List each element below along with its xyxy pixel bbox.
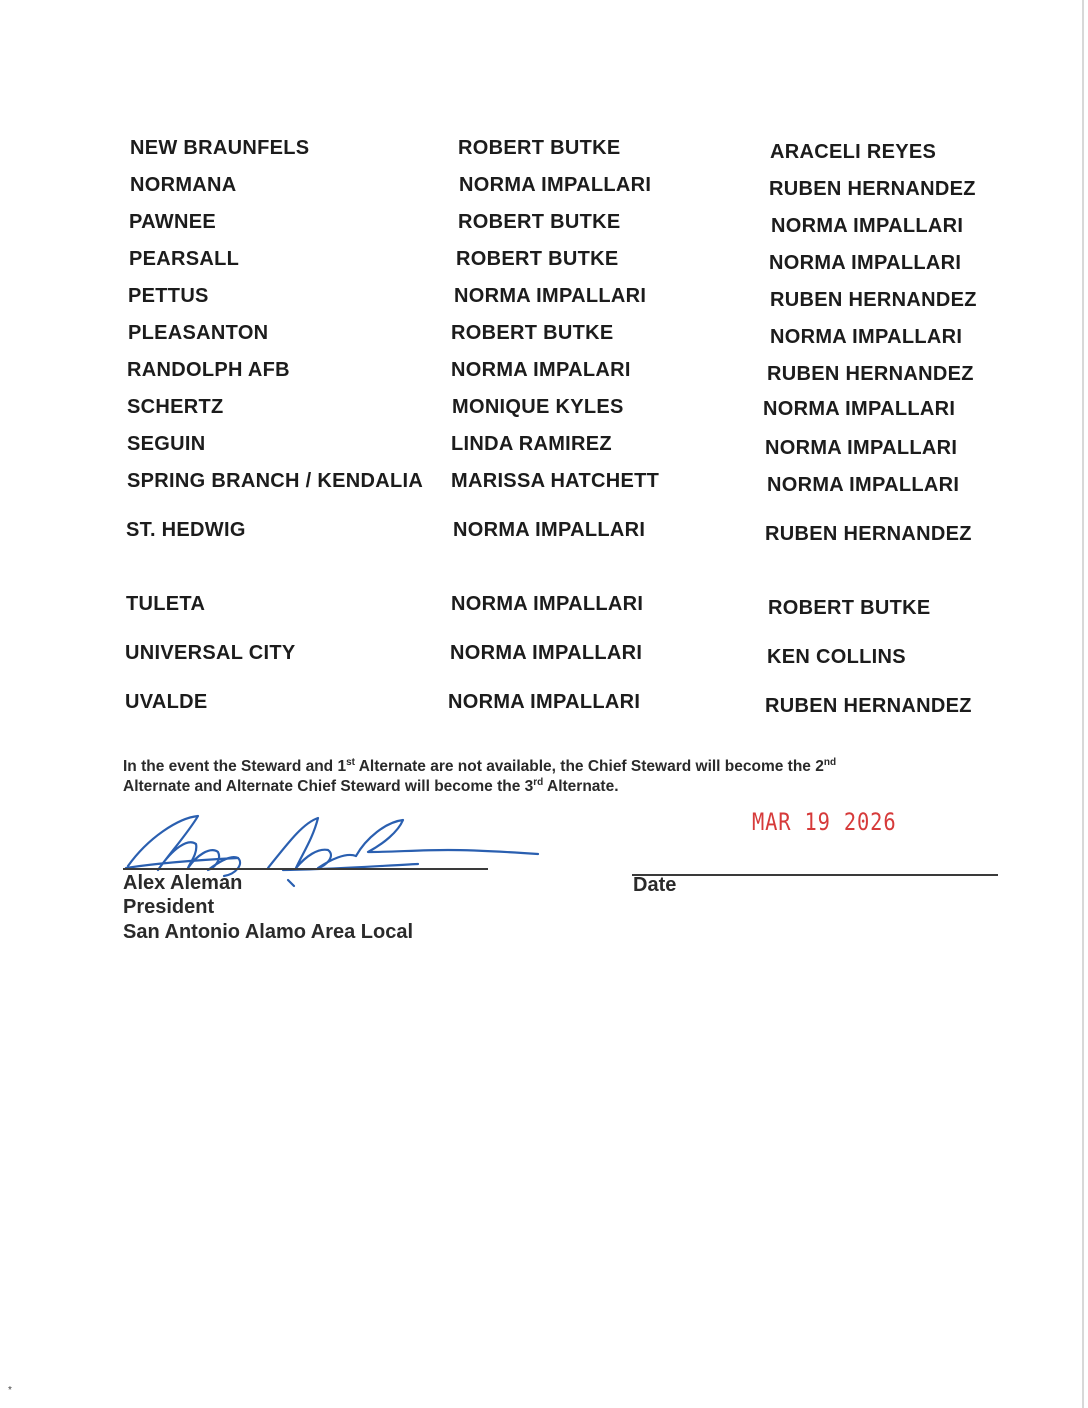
steward-cell: NORMA IMPALLARI	[451, 593, 644, 615]
location-cell: PETTUS	[128, 285, 209, 307]
table-row	[0, 432, 1088, 462]
steward-cell: ROBERT BUTKE	[458, 137, 621, 159]
date-stamp: MAR 19 2026	[752, 808, 897, 836]
steward-cell: ROBERT BUTKE	[458, 211, 621, 233]
steward-cell: NORMA IMPALLARI	[459, 174, 652, 196]
note-sup-3: rd	[533, 776, 544, 788]
alternate-cell: NORMA IMPALLARI	[770, 326, 963, 348]
steward-cell: NORMA IMPALLARI	[448, 691, 641, 713]
footer-mark: *	[8, 1385, 12, 1396]
alternate-note	[123, 757, 983, 797]
alternate-cell: KEN COLLINS	[767, 646, 906, 668]
signer-organization: San Antonio Alamo Area Local	[123, 921, 414, 943]
alternate-cell: NORMA IMPALLARI	[767, 474, 960, 496]
signer-name: Alex Aleman	[123, 872, 243, 894]
signature-line	[123, 868, 488, 870]
alternate-cell: NORMA IMPALLARI	[765, 437, 958, 459]
note-text-3: Alternate and Alternate Chief Steward will become the 3	[123, 778, 534, 795]
table-row	[0, 395, 1088, 425]
alternate-cell: NORMA IMPALLARI	[763, 398, 956, 420]
alternate-cell: NORMA IMPALLARI	[769, 252, 962, 274]
steward-cell: NORMA IMPALLARI	[454, 285, 647, 307]
steward-cell: NORMA IMPALLARI	[450, 642, 643, 664]
table-row	[0, 247, 1088, 277]
signer-title: President	[123, 896, 215, 918]
date-label: Date	[633, 874, 677, 896]
table-row	[0, 690, 1088, 720]
alternate-cell: RUBEN HERNANDEZ	[767, 363, 974, 385]
location-cell: RANDOLPH AFB	[127, 359, 290, 381]
location-cell: SCHERTZ	[127, 396, 224, 418]
table-row	[0, 641, 1088, 671]
alternate-cell: RUBEN HERNANDEZ	[765, 523, 972, 545]
location-cell: NEW BRAUNFELS	[130, 137, 310, 159]
table-row	[0, 136, 1088, 166]
alternate-cell: NORMA IMPALLARI	[771, 215, 964, 237]
table-row	[0, 592, 1088, 622]
location-cell: PAWNEE	[129, 211, 216, 233]
table-row	[0, 210, 1088, 240]
location-cell: SEGUIN	[127, 433, 206, 455]
steward-cell: ROBERT BUTKE	[456, 248, 619, 270]
date-line	[632, 874, 998, 876]
alternate-cell: RUBEN HERNANDEZ	[765, 695, 972, 717]
note-sup-1: st	[346, 756, 355, 768]
location-cell: ST. HEDWIG	[126, 519, 246, 541]
steward-cell: LINDA RAMIREZ	[451, 433, 612, 455]
table-row	[0, 321, 1088, 351]
table-row	[0, 518, 1088, 548]
location-cell: UNIVERSAL CITY	[125, 642, 296, 664]
steward-cell: MARISSA HATCHETT	[451, 470, 660, 492]
table-row	[0, 173, 1088, 203]
location-cell: TULETA	[126, 593, 206, 615]
note-text-2: Alternate are not available, the Chief Steward will become the 2	[354, 758, 824, 775]
table-row	[0, 469, 1088, 499]
steward-cell: NORMA IMPALLARI	[453, 519, 646, 541]
alternate-cell: RUBEN HERNANDEZ	[769, 178, 976, 200]
note-text-4: Alternate.	[543, 778, 619, 795]
location-cell: PLEASANTON	[128, 322, 269, 344]
alternate-cell: RUBEN HERNANDEZ	[770, 289, 977, 311]
note-sup-2: nd	[823, 756, 837, 768]
location-cell: NORMANA	[130, 174, 237, 196]
location-cell: UVALDE	[125, 691, 208, 713]
location-cell: SPRING BRANCH / KENDALIA	[127, 470, 424, 492]
steward-cell: MONIQUE KYLES	[452, 396, 624, 418]
table-row	[0, 358, 1088, 388]
alternate-cell: ROBERT BUTKE	[768, 597, 931, 619]
location-cell: PEARSALL	[129, 248, 240, 270]
table-row	[0, 284, 1088, 314]
steward-cell: NORMA IMPALARI	[451, 359, 631, 381]
alternate-cell: ARACELI REYES	[770, 141, 937, 163]
note-text-1: In the event the Steward and 1	[123, 758, 347, 775]
steward-cell: ROBERT BUTKE	[451, 322, 614, 344]
